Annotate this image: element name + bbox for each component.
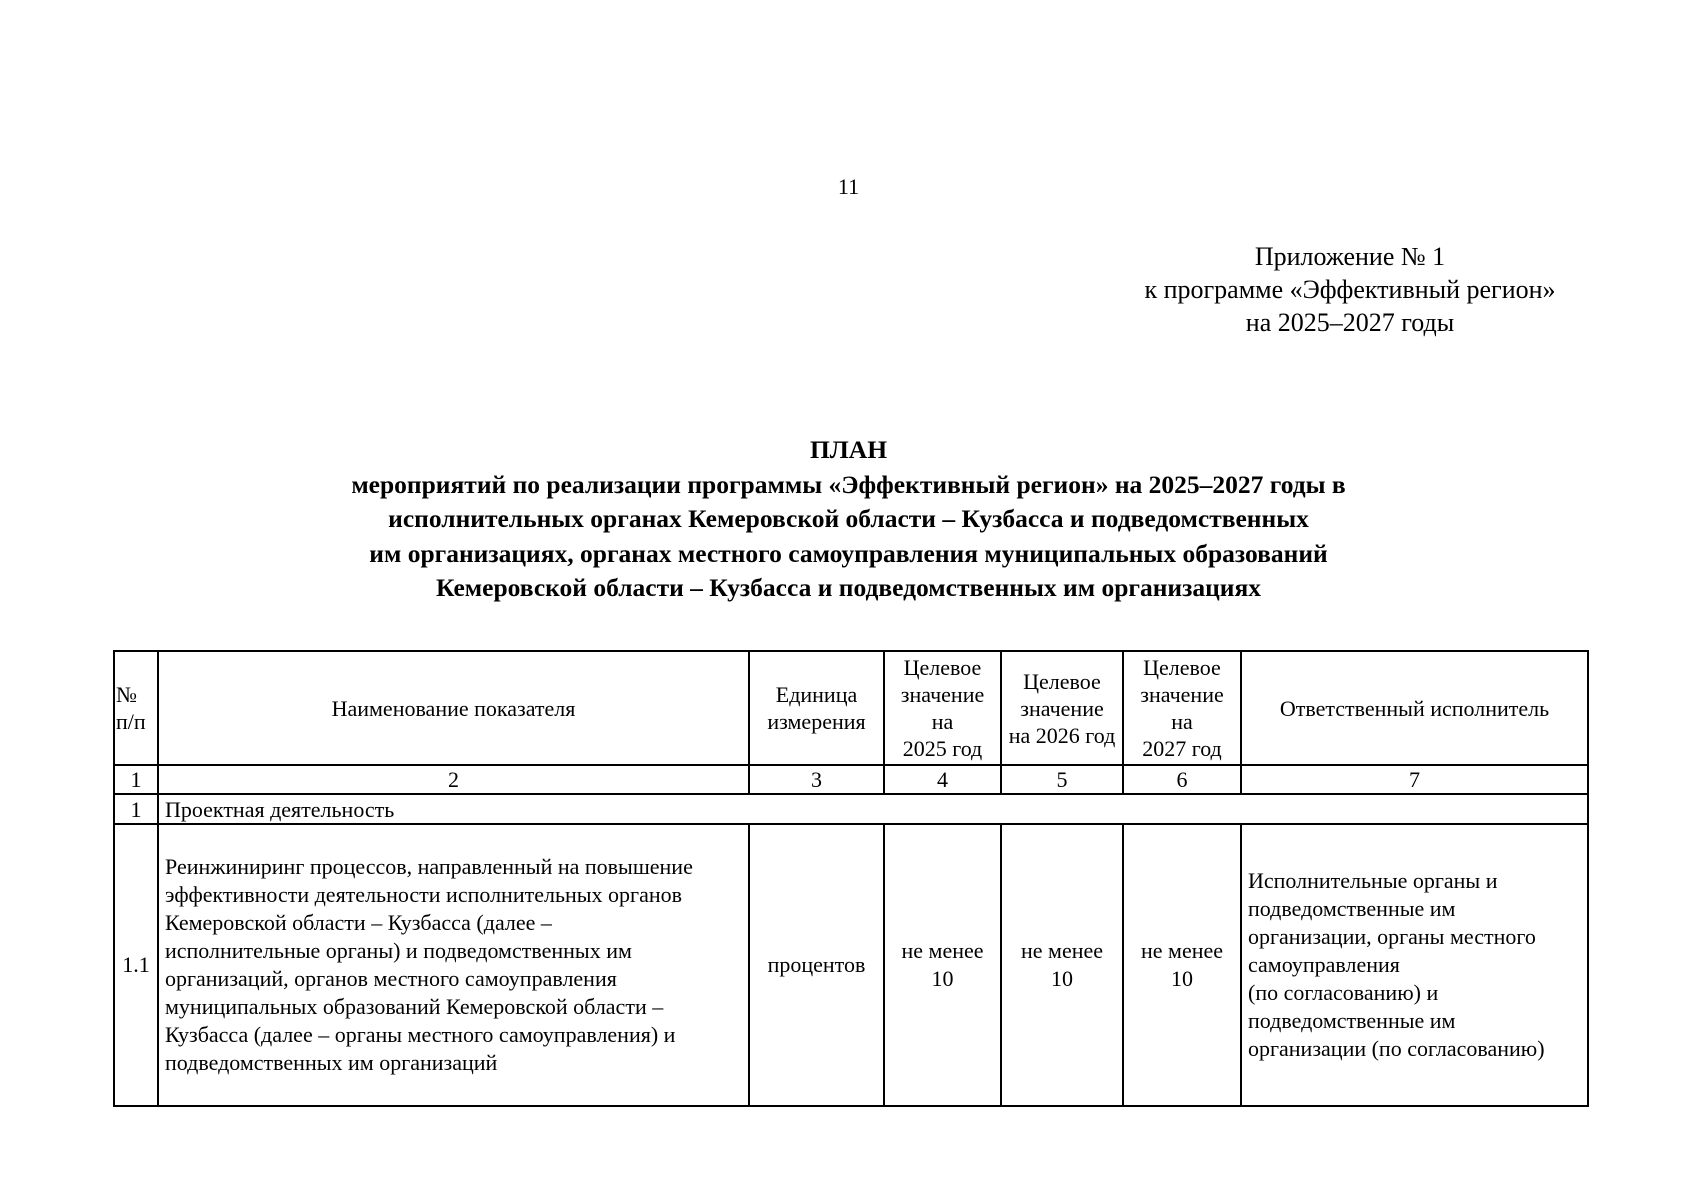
row-responsible: Исполнительные органы и подведомственные им организации, органы местного самоуправления (по согласованию) и подведомственные им организации (по согласованию) [1241,824,1588,1106]
column-number: 7 [1241,765,1588,794]
plan-table [113,650,1589,1107]
row-target-2026: не менее 10 [1001,824,1123,1106]
column-number: 2 [158,765,749,794]
plan-title-line-4: им организациях, органах местного самоуправления муниципальных образований [369,538,1328,568]
row-target-2025: не менее 10 [884,824,1001,1106]
header-target-2025: Целевое значение на 2025 год [884,651,1001,765]
header-target-2027: Целевое значение на 2027 год [1123,651,1241,765]
header-indicator-name: Наименование показателя [158,651,749,765]
column-number: 4 [884,765,1001,794]
plan-title-line-5: Кемеровской области – Кузбасса и подведомственных им организациях [435,573,1262,602]
column-number: 3 [749,765,884,794]
header-number: № п/п [114,651,158,765]
column-number: 5 [1001,765,1123,794]
section-row [114,794,1588,824]
row-indicator-name: Реинжиниринг процессов, направленный на повышение эффективности деятельности исполнительных органов Кемеровской области – Кузбасса (далее – исполнительные органы) и подведомственных им организаций, органов местного самоуправления муниципальных образований Кемеровской области – Кузбасса (далее – органы местного самоуправления) и подведомственных им организаций [158,824,749,1106]
plan-title-line-2: мероприятий по реализации программы «Эффективный регион» на 2025–2027 годы в [351,469,1346,499]
header-target-2026: Целевое значение на 2026 год [1001,651,1123,765]
annex-line-2: к программе «Эффективный регион» [1144,275,1556,304]
header-responsible: Ответственный исполнитель [1241,651,1588,765]
section-title: Проектная деятельность [158,794,1588,824]
plan-title-line-3: исполнительных органах Кемеровской области – Кузбасса и подведомственных [388,504,1309,533]
plan-title-line-1: ПЛАН [809,435,888,464]
plan-title [0,433,1697,606]
table-row [114,824,1588,1106]
column-numbers-row [114,765,1588,794]
row-target-2027: не менее 10 [1123,824,1241,1106]
row-number: 1.1 [114,824,158,1106]
annex-block [1100,240,1600,339]
annex-line-3: на 2025–2027 годы [1245,308,1455,337]
section-number: 1 [114,794,158,824]
annex-line-1: Приложение № 1 [1254,242,1446,271]
column-number: 1 [114,765,158,794]
table-header-row [114,651,1588,765]
column-number: 6 [1123,765,1241,794]
row-unit: процентов [749,824,884,1106]
page-number: 11 [837,174,860,199]
header-unit: Единица измерения [749,651,884,765]
